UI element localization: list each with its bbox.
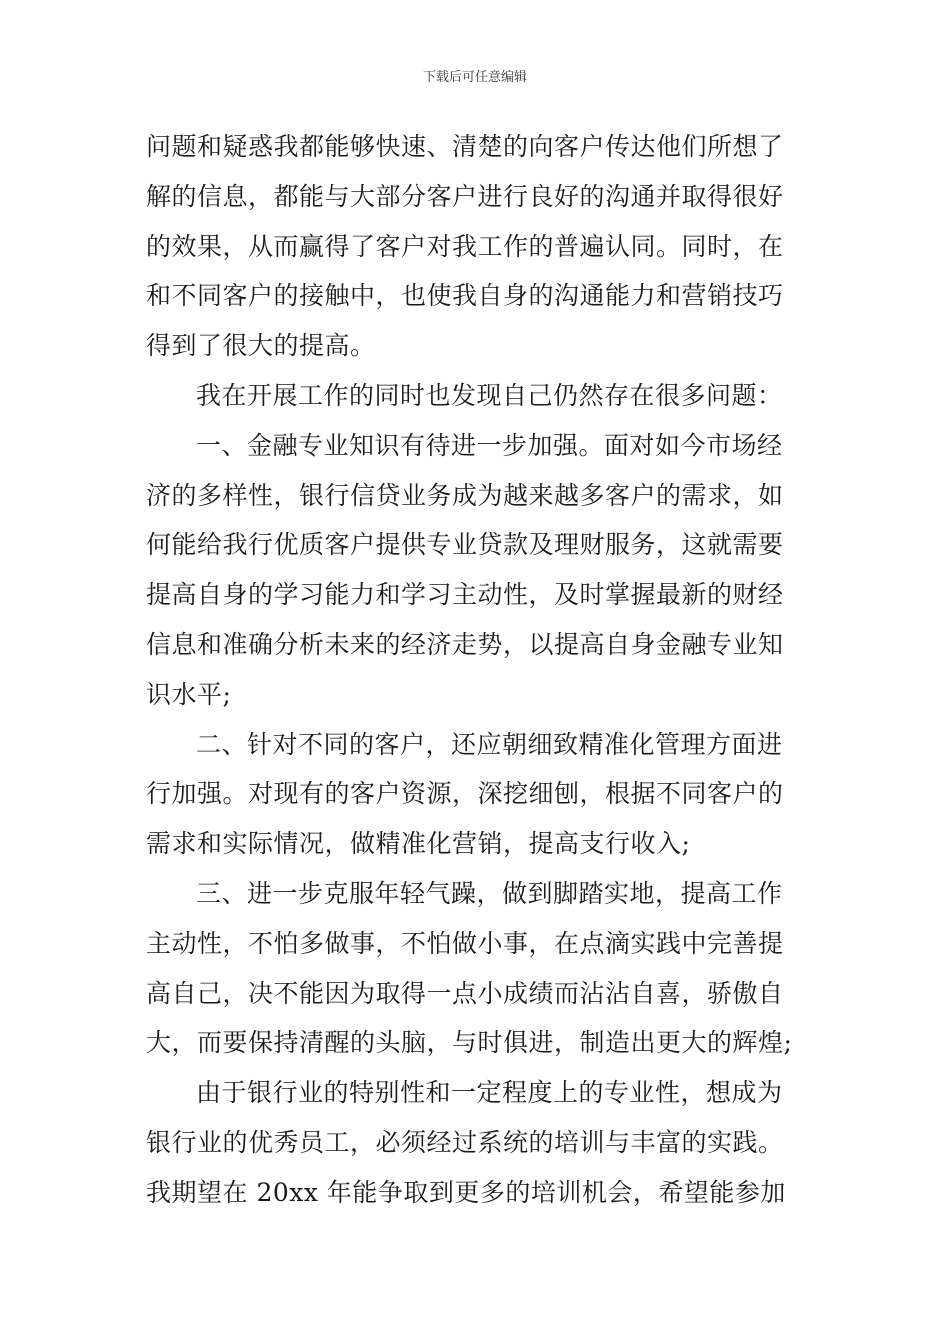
text-line: 高自己，决不能因为取得一点小成绩而沾沾自喜，骄傲自	[146, 978, 784, 1008]
text-line: 三、进一步克服年轻气躁，做到脚踏实地，提高工作	[196, 878, 783, 908]
text-line: 大，而要保持清醒的头脑，与时俱进，制造出更大的辉煌;	[146, 1028, 793, 1058]
page-header: 下载后可任意编辑	[422, 70, 527, 85]
text-line: 提高自身的学习能力和学习主动性，及时掌握最新的财经	[146, 580, 784, 610]
text-line: 的效果，从而赢得了客户对我工作的普遍认同。同时，在	[146, 231, 784, 261]
document-body	[146, 122, 808, 1218]
text-line: 主动性，不怕多做事，不怕做小事，在点滴实践中完善提	[146, 928, 784, 958]
text-line: 一、金融专业知识有待进一步加强。面对如今市场经	[196, 430, 783, 460]
text-line: 二、针对不同的客户，还应朝细致精准化管理方面进	[196, 729, 783, 759]
text-line: 济的多样性，银行信贷业务成为越来越多客户的需求，如	[146, 480, 784, 510]
text-line: 信息和准确分析未来的经济走势，以提高自身金融专业知	[146, 629, 784, 659]
text-line: 得到了很大的提高。	[146, 331, 376, 361]
text-line: 和不同客户的接触中，也使我自身的沟通能力和营销技巧	[146, 281, 784, 311]
text-line: 需求和实际情况，做精准化营销，提高支行收入;	[146, 829, 691, 859]
text-line: 我期望在 20xx 年能争取到更多的培训机会，希望能参加	[146, 1177, 786, 1207]
text-line: 银行业的优秀员工，必须经过系统的培训与丰富的实践。	[146, 1127, 784, 1157]
text-line: 问题和疑惑我都能够快速、清楚的向客户传达他们所想了	[146, 132, 784, 161]
text-line: 行加强。对现有的客户资源，深挖细刨，根据不同客户的	[146, 779, 784, 809]
text-line: 我在开展工作的同时也发现自己仍然存在很多问题：	[196, 380, 783, 410]
text-line: 由于银行业的特别性和一定程度上的专业性，想成为	[196, 1078, 783, 1108]
text-line: 识水平;	[146, 679, 232, 709]
text-line: 何能给我行优质客户提供专业贷款及理财服务，这就需要	[146, 530, 784, 560]
text-line: 解的信息，都能与大部分客户进行良好的沟通并取得很好	[146, 181, 784, 211]
